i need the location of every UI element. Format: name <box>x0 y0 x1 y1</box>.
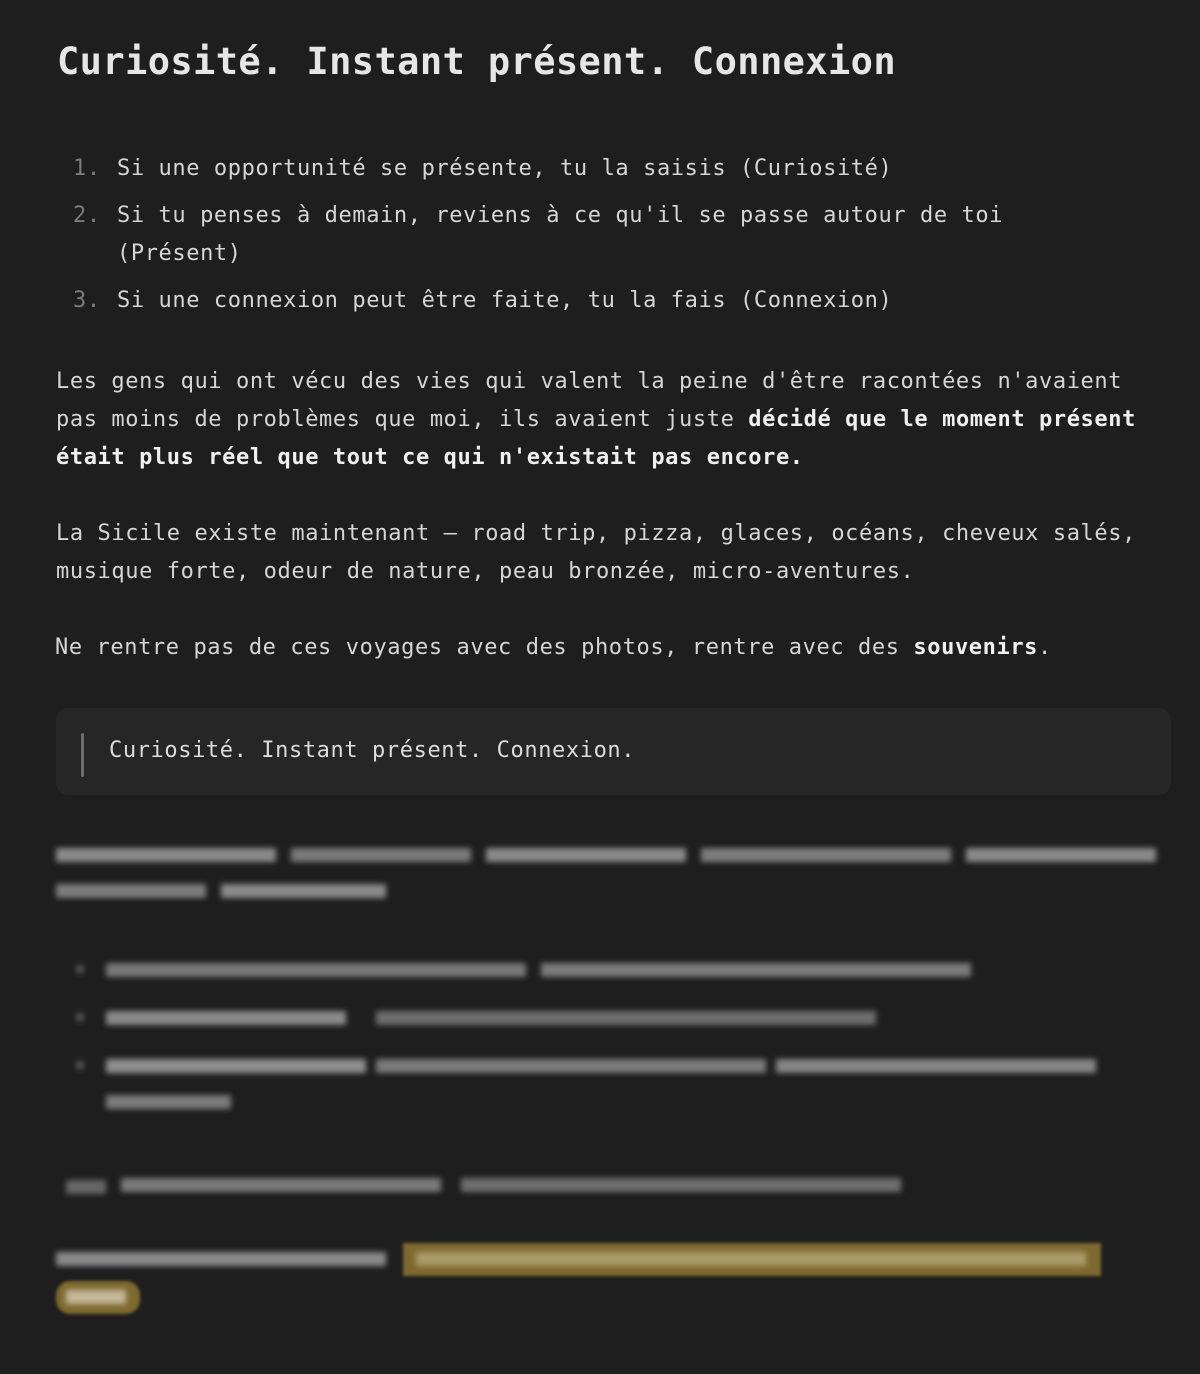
paragraph-bold-text: décidé que le moment présent était plus réel que tout ce qui n'existait pas encore. <box>56 407 1136 470</box>
obscured-highlight-line <box>56 1240 1106 1320</box>
paragraph-text: Les gens qui ont vécu des vies qui valent la peine d'être racontées n'avaient pas moins de problèmes que moi, ils avaient juste <box>56 369 1123 432</box>
paragraph-bold-text: souvenirs <box>913 635 1039 660</box>
quote-bar <box>81 733 84 777</box>
list-number: 3. <box>73 288 101 313</box>
obscured-line <box>66 1170 926 1210</box>
paragraph-people <box>56 363 1136 477</box>
list-item <box>56 150 1056 188</box>
paragraph-sicily: La Sicile existe maintenant — road trip, pizza, glaces, océans, cheveux salés, musique forte, odeur de nature, peau bronzée, micro-aventures. <box>56 521 1136 584</box>
paragraph-text-end: . <box>1038 635 1052 660</box>
blockquote <box>56 708 1171 795</box>
list-item-text: Si une connexion peut être faite, tu la fais (Connexion) <box>117 288 893 313</box>
quote-text: Curiosité. Instant présent. Connexion. <box>109 738 636 763</box>
list-item-text: Si tu penses à demain, reviens à ce qu'il se passe autour de toi (Présent) <box>117 203 1004 266</box>
list-item <box>56 197 1056 273</box>
rules-list <box>56 150 1056 329</box>
obscured-list <box>76 955 1136 1125</box>
list-number: 2. <box>73 203 101 228</box>
paragraph-text: Ne rentre pas de ces voyages avec des photos, rentre avec des <box>55 635 914 660</box>
list-item <box>56 282 1056 320</box>
list-number: 1. <box>73 156 101 181</box>
list-item-text: Si une opportunité se présente, tu la saisis (Curiosité) <box>117 156 893 181</box>
page-title: Curiosité. Instant présent. Connexion <box>57 40 897 83</box>
paragraph-souvenirs <box>55 629 1135 667</box>
obscured-paragraph <box>56 840 1166 910</box>
